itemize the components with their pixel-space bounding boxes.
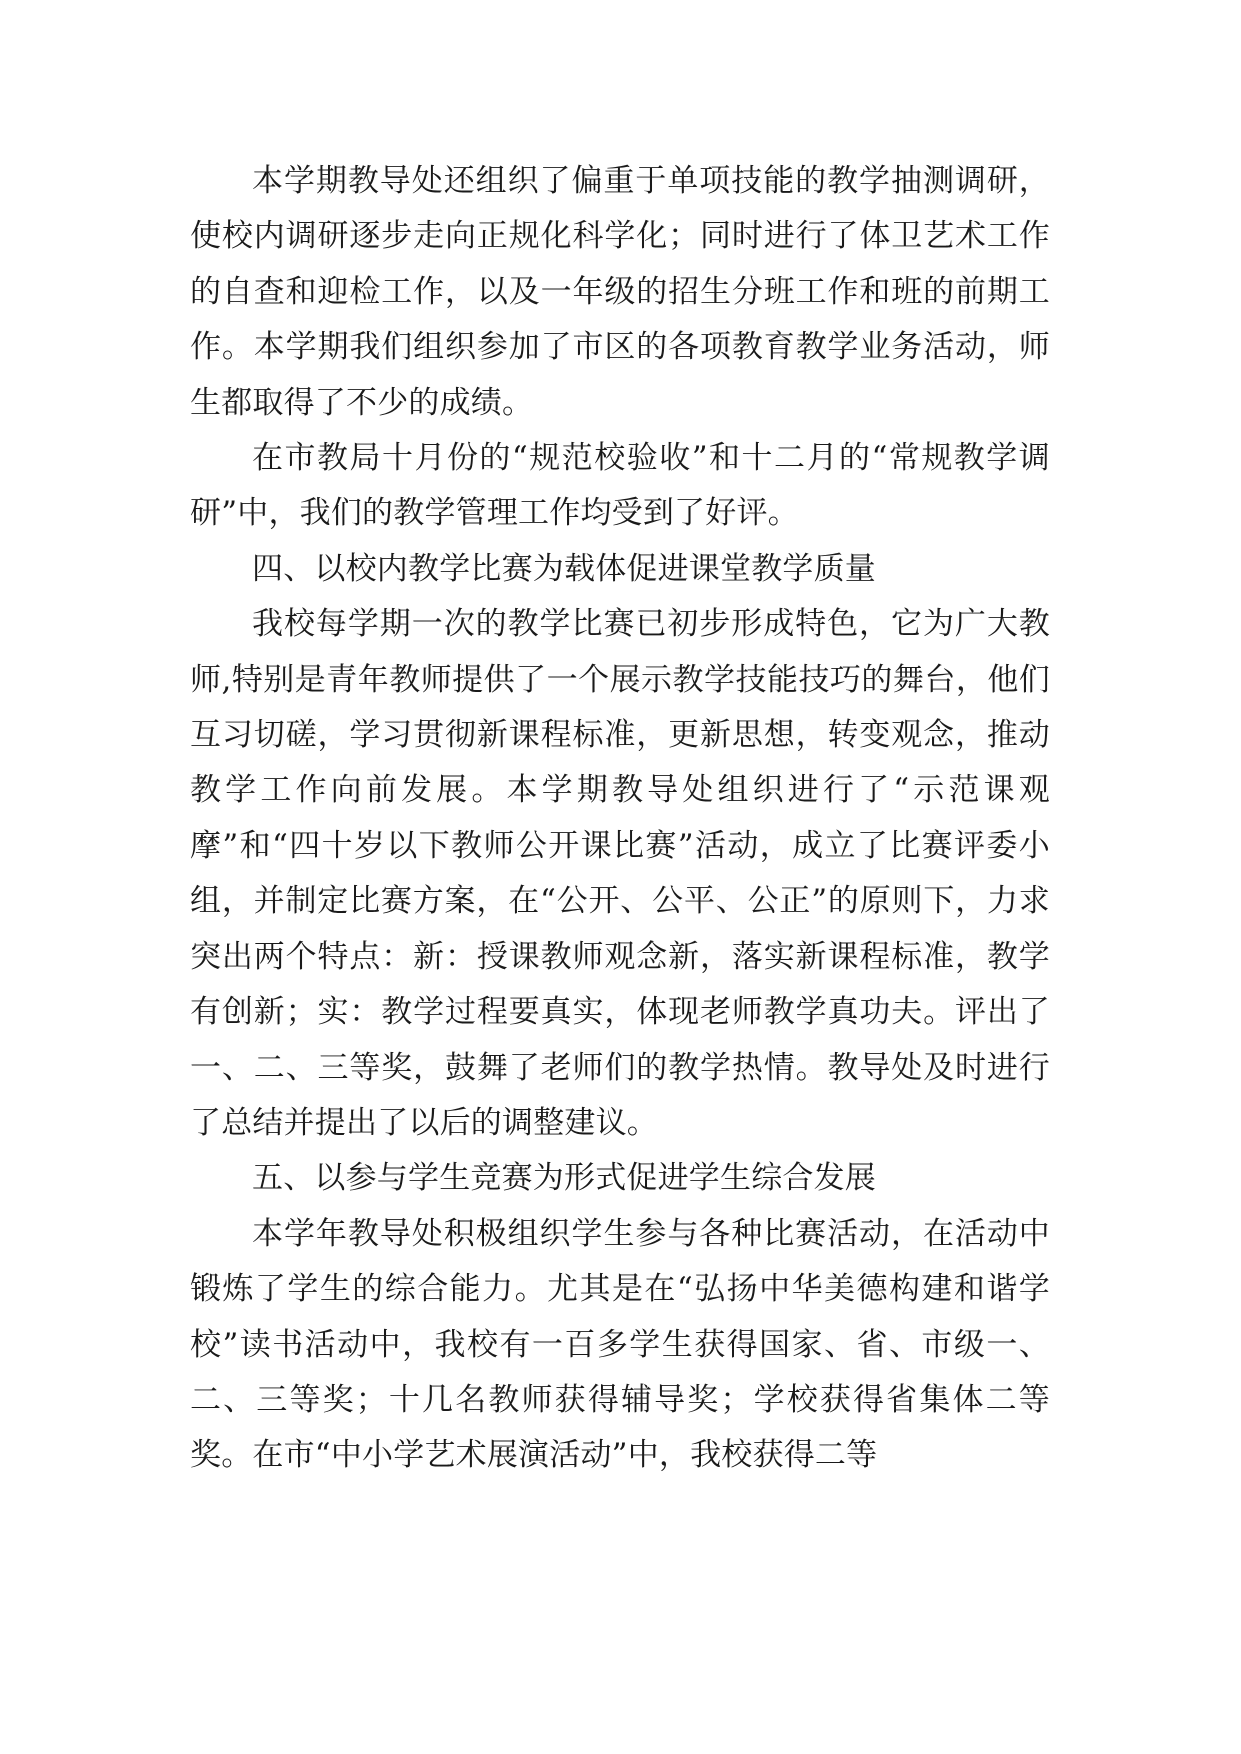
section-heading-4: 四、以校内教学比赛为载体促进课堂教学质量 (252, 550, 876, 587)
paragraph-student-competition: 本学年教导处积极组织学生参与各种比赛活动，在活动中锻炼了学生的综合能力。尤其是在“弘扬中华美德构建和谐学校”读书活动中，我校有一百多学生获得国家、省、市级一、二、三等奖；十几名教师获得辅导奖；学校获得省集体二等奖。在市“中小学艺术展演活动”中，我校获得二等 (190, 1215, 1050, 1474)
paragraph-teaching-research: 本学期教导处还组织了偏重于单项技能的教学抽测调研，使校内调研逐步走向正规化科学化；同时进行了体卫艺术工作的自查和迎检工作，以及一年级的招生分班工作和班的前期工作。本学期我们组织参加了市区的各项教育教学业务活动，师生都取得了不少的成绩。 (190, 163, 1050, 421)
paragraph-inspection-praise: 在市教局十月份的“规范校验收”和十二月的“常规教学调研”中，我们的教学管理工作均受到了好评。 (190, 440, 1050, 532)
section-heading-5: 五、以参与学生竞赛为形式促进学生综合发展 (252, 1160, 876, 1197)
document-body (190, 154, 1050, 1484)
paragraph-teaching-competition: 我校每学期一次的教学比赛已初步形成特色，它为广大教师,特别是青年教师提供了一个展示教学技能技巧的舞台，他们互习切磋，学习贯彻新课程标准，更新思想，转变观念，推动教学工作向前发展。本学期教导处组织进行了“示范课观摩”和“四十岁以下教师公开课比赛”活动，成立了比赛评委小组，并制定比赛方案，在“公开、公平、公正”的原则下，力求突出两个特点：新：授课教师观念新，落实新课程标准，教学有创新；实：教学过程要真实，体现老师教学真功夫。评出了一、二、三等奖，鼓舞了老师们的教学热情。教导处及时进行了总结并提出了以后的调整建议。 (190, 606, 1050, 1141)
